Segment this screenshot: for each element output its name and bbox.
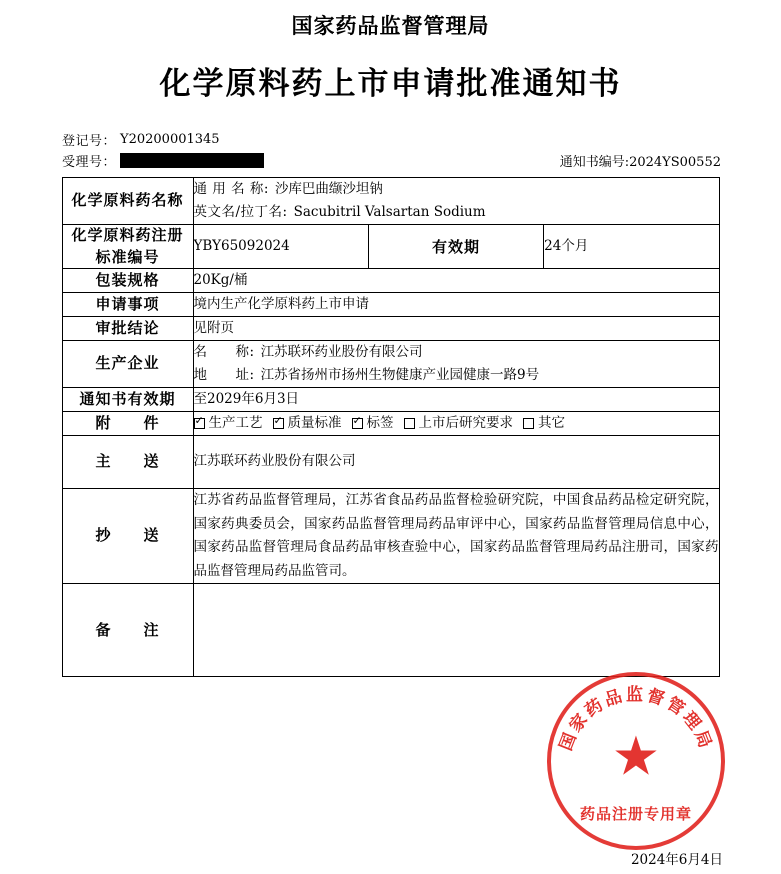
table-row-attachments (62, 412, 719, 436)
manufacturer-address-label: 地 址: (193, 367, 255, 384)
attachment-item-label: 质量标准 (287, 415, 342, 431)
remark-value (193, 584, 719, 677)
table-row-package-spec (62, 269, 719, 293)
attachment-item[interactable] (523, 412, 565, 435)
table-row-application-matter (62, 293, 719, 317)
star-icon: ★ (611, 724, 661, 788)
validity-period-label: 有效期 (368, 224, 543, 269)
attachment-item-label: 标签 (366, 415, 394, 431)
generic-name-label: 通 用 名 称: (193, 181, 269, 197)
attachment-item[interactable] (352, 412, 394, 435)
table-row-standard-no (62, 224, 719, 269)
cc-label: 抄 送 (62, 488, 193, 584)
document-title: 化学原料药上市申请批准通知书 (159, 66, 622, 102)
manufacturer-name-row (194, 341, 719, 364)
acceptance-no-redacted-bar (120, 153, 264, 168)
registration-no-value: Y20200001345 (120, 132, 220, 147)
attachment-list (194, 412, 719, 435)
package-spec-value: 20Kg/桶 (193, 269, 719, 293)
standard-no-label (62, 224, 193, 269)
seal-arc-label: 国家药品监督管理局 (556, 685, 716, 754)
application-matter-value: 境内生产化学原料药上市申请 (193, 293, 719, 317)
acceptance-no-row (62, 150, 721, 171)
drug-name-value-cell (193, 178, 719, 225)
package-spec-label: 包装规格 (62, 269, 193, 293)
standard-no-label-line2: 标准编号 (95, 247, 160, 266)
approval-conclusion-label: 审批结论 (62, 317, 193, 341)
main-recipient-value: 江苏联环药业股份有限公司 (193, 435, 719, 488)
manufacturer-address-row (194, 364, 719, 387)
table-row-cc (62, 488, 719, 584)
seal-arc-text (547, 672, 725, 850)
table-row-approval-conclusion (62, 317, 719, 341)
checkbox-icon[interactable] (273, 418, 284, 429)
attachment-label: 附 件 (62, 412, 193, 436)
notice-validity-label: 通知书有效期 (62, 388, 193, 412)
seal-circle (547, 672, 725, 850)
table-row-notice-validity (62, 388, 719, 412)
manufacturer-name-label: 名 称: (193, 344, 255, 361)
checkbox-icon[interactable] (194, 418, 205, 429)
seal-date: 2024年6月4日 (630, 852, 723, 868)
table-row-manufacturer (62, 341, 719, 388)
checkbox-icon[interactable] (523, 418, 534, 429)
checkbox-icon[interactable] (404, 418, 415, 429)
attachment-item[interactable] (194, 412, 263, 435)
generic-name-value: 沙库巴曲缬沙坦钠 (274, 181, 383, 197)
attachment-item-label: 生产工艺 (208, 415, 263, 431)
application-matter-label: 申请事项 (62, 293, 193, 317)
notice-number: 通知书编号:2024YS00552 (559, 155, 721, 170)
attachment-item[interactable] (404, 412, 514, 435)
standard-no-value: YBY65092024 (193, 224, 368, 269)
document-meta (0, 129, 781, 171)
attachment-item[interactable] (273, 412, 342, 435)
remark-label: 备 注 (62, 584, 193, 677)
cc-value-cell (193, 488, 719, 584)
registration-no-row (62, 129, 721, 150)
manufacturer-name-value: 江苏联环药业股份有限公司 (260, 344, 423, 361)
approval-table (62, 177, 720, 677)
approval-conclusion-value: 见附页 (193, 317, 719, 341)
manufacturer-address-value: 江苏省扬州市扬州生物健康产业园健康一路9号 (260, 367, 540, 384)
table-row-drug-name (62, 178, 719, 225)
attachment-item-label: 其它 (538, 415, 565, 431)
registration-no-label: 登记号： (62, 134, 117, 149)
english-name-value: Sacubitril Valsartan Sodium (293, 203, 486, 220)
standard-no-label-line1: 化学原料药注册 (71, 225, 184, 244)
seal-bottom-text: 药品注册专用章 (579, 805, 692, 823)
manufacturer-label: 生产企业 (62, 341, 193, 388)
english-name-row (194, 201, 719, 224)
main-recipient-label: 主 送 (62, 435, 193, 488)
generic-name-row (194, 178, 719, 201)
drug-name-label: 化学原料药名称 (62, 178, 193, 225)
acceptance-no-label: 受理号： (62, 155, 117, 170)
attachment-item-label: 上市后研究要求 (418, 415, 513, 431)
validity-period-value: 24个月 (544, 224, 719, 269)
cc-value: 江苏省药品监督管理局，江苏省食品药品监督检验研究院，中国食品药品检定研究院，国家药典委员会，国家药品监督管理局药品审评中心，国家药品监督管理局信息中心，国家药品监督管理局食品药品审核查验中心，国家药品监督管理局药品注册司，国家药品监督管理局药品监管司。 (193, 491, 719, 579)
english-name-label: 英文名/拉丁名: (193, 203, 288, 220)
table-row-main-recipient (62, 435, 719, 488)
table-row-remark (62, 584, 719, 677)
manufacturer-value-cell (193, 341, 719, 388)
notice-validity-value: 至2029年6月3日 (193, 388, 719, 412)
organization-name: 国家药品监督管理局 (291, 13, 490, 38)
official-seal (547, 672, 725, 850)
attachment-value-cell (193, 412, 719, 436)
checkbox-icon[interactable] (352, 418, 363, 429)
